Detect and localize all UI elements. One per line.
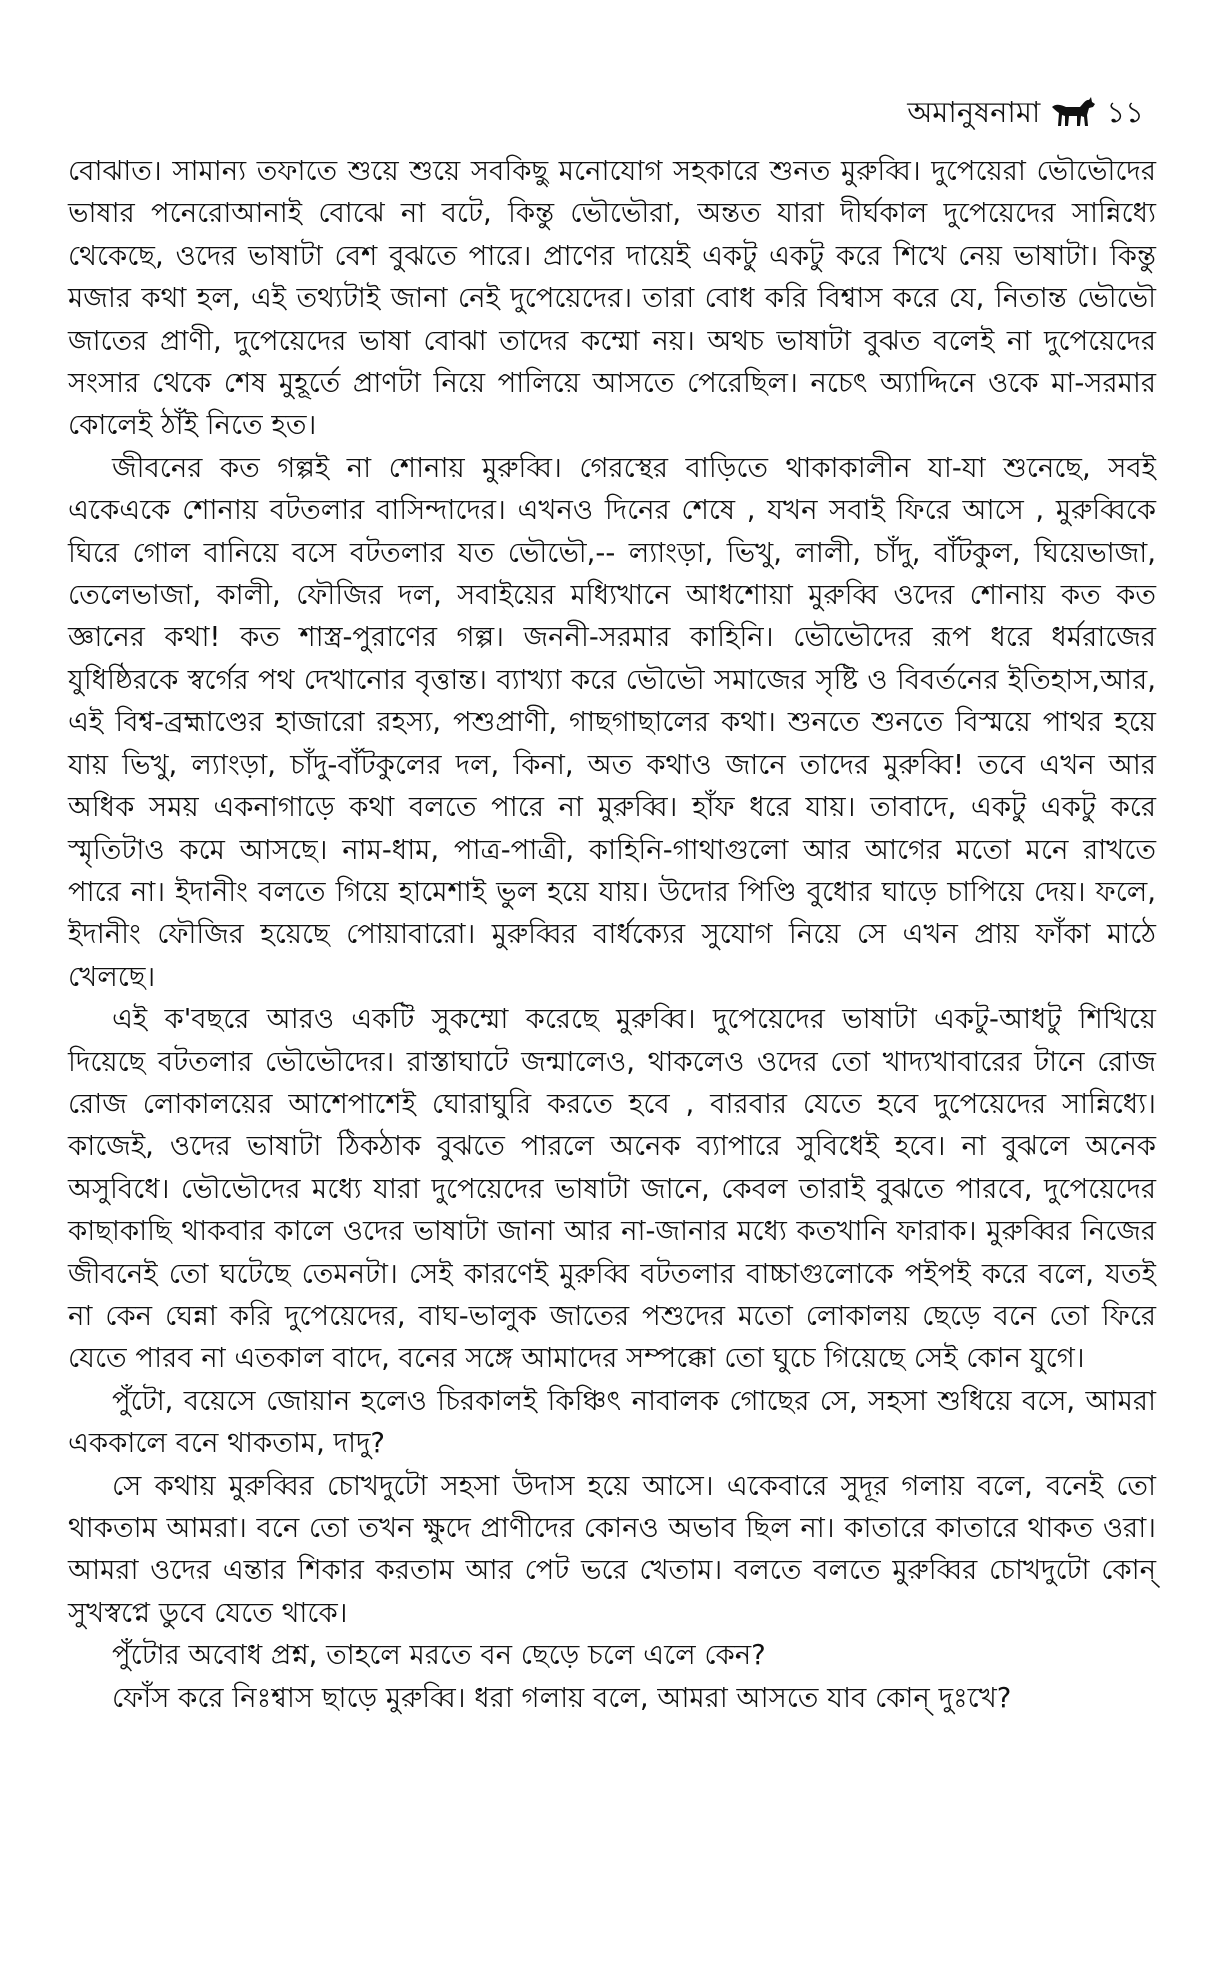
paragraph: পুঁটোর অবোধ প্রশ্ন, তাহলে মরতে বন ছেড়ে চলে এলে কেন? xyxy=(112,1639,766,1672)
body-text xyxy=(68,150,1156,1719)
dog-icon xyxy=(1050,95,1096,129)
paragraph: এই ক'বছরে আরও একটি সুকম্মো করেছে মুরুব্বি। দুপেয়েদের ভাষাটা একটু-আধটু শিখিয়ে দিয়েছে বটতলার ভৌভৌদের। রাস্তাঘাটে জন্মালেও, থাকলেও ওদের তো খাদ্যখাবারের টানে রোজ রোজ লোকালয়ের আশেপাশেই ঘোরাঘুরি করতে হবে , বারবার যেতে হবে দুপেয়েদের সান্নিধ্যে। কাজেই, ওদের ভাষাটা ঠিকঠাক বুঝতে পারলে অনেক ব্যাপারে সুবিধেই হবে। না বুঝলে অনেক অসুবিধে। ভৌভৌদের মধ্যে যারা দুপেয়েদের ভাষাটা জানে, কেবল তারাই বুঝতে পারবে, দুপেয়েদের কাছাকাছি থাকবার কালে ওদের ভাষাটা জানা আর না-জানার মধ্যে কতখানি ফারাক। মুরুব্বির নিজের জীবনেই তো ঘটেছে তেমনটা। সেই কারণেই মুরুব্বি বটতলার বাচ্চাগুলোকে পইপই করে বলে, যতই না কেন ঘেন্না করি দুপেয়েদের, বাঘ-ভালুক জাতের পশুদের মতো লোকালয় ছেড়ে বনে তো ফিরে যেতে পারব না এতকাল বাদে, বনের সঙ্গে আমাদের সম্পক্কো তো ঘুচে গিয়েছে সেই কোন যুগে। xyxy=(68,1003,1156,1375)
paragraph: সে কথায় মুরুব্বির চোখদুটো সহসা উদাস হয়ে আসে। একেবারে সুদূর গলায় বলে, বনেই তো থাকতাম আমরা। বনে তো তখন ক্ষুদে প্রাণীদের কোনও অভাব ছিল না। কাতারে কাতারে থাকত ওরা। আমরা ওদের এন্তার শিকার করতাম আর পেট ভরে খেতাম। বলতে বলতে মুরুব্বির চোখদুটো কোন্ সুখস্বপ্নে ডুবে যেতে থাকে। xyxy=(68,1469,1156,1629)
running-header xyxy=(907,92,1144,132)
book-title: অমানুষনামা xyxy=(907,95,1041,129)
page-number: ১১ xyxy=(1106,95,1144,129)
paragraph: জীবনের কত গল্পই না শোনায় মুরুব্বি। গেরস্থের বাড়িতে থাকাকালীন যা-যা শুনেছে, সবই একেএকে শোনায় বটতলার বাসিন্দাদের। এখনও দিনের শেষে , যখন সবাই ফিরে আসে , মুরুব্বিকে ঘিরে গোল বানিয়ে বসে বটতলার যত ভৌভৌ,-- ল্যাংড়া, ভিখু, লালী, চাঁদু, বাঁটকুল, ঘিয়েভাজা, তেলেভাজা, কালী, ফৌজির দল, সবাইয়ের মধ্যিখানে আধশোয়া মুরুব্বি ওদের শোনায় কত কত জ্ঞানের কথা! কত শাস্ত্র-পুরাণের গল্প। জননী-সরমার কাহিনি। ভৌভৌদের রূপ ধরে ধর্মরাজের যুধিষ্ঠিরকে স্বর্গের পথ দেখানোর বৃত্তান্ত। ব্যাখ্যা করে ভৌভৌ সমাজের সৃষ্টি ও বিবর্তনের ইতিহাস,আর, এই বিশ্ব-ব্রহ্মাণ্ডের হাজারো রহস্য, পশুপ্রাণী, গাছগাছালের কথা। শুনতে শুনতে বিস্ময়ে পাথর হয়ে যায় ভিখু, ল্যাংড়া, চাঁদু-বাঁটকুলের দল, কিনা, অত কথাও জানে তাদের মুরুব্বি! তবে এখন আর অধিক সময় একনাগাড়ে কথা বলতে পারে না মুরুব্বি। হাঁফ ধরে যায়। তাবাদে, একটু একটু করে স্মৃতিটাও কমে আসছে। নাম-ধাম, পাত্র-পাত্রী, কাহিনি-গাথাগুলো আর আগের মতো মনে রাখতে পারে না। ইদানীং বলতে গিয়ে হামেশাই ভুল হয়ে যায়। উদোর পিণ্ডি বুধোর ঘাড়ে চাপিয়ে দেয়। ফলে, ইদানীং ফৌজির হয়েছে পোয়াবারো। মুরুব্বির বার্ধক্যের সুযোগ নিয়ে সে এখন প্রায় ফাঁকা মাঠে খেলছে। xyxy=(68,451,1156,993)
paragraph: ফোঁস করে নিঃশ্বাস ছাড়ে মুরুব্বি। ধরা গলায় বলে, আমরা আসতে যাব কোন্ দুঃখে? xyxy=(112,1681,1012,1714)
paragraph: বোঝাত। সামান্য তফাতে শুয়ে শুয়ে সবকিছু মনোযোগ সহকারে শুনত মুরুব্বি। দুপেয়েরা ভৌভৌদের ভাষার পনেরোআনাই বোঝে না বটে, কিন্তু ভৌভৌরা, অন্তত যারা দীর্ঘকাল দুপেয়েদের সান্নিধ্যে থেকেছে, ওদের ভাষাটা বেশ বুঝতে পারে। প্রাণের দায়েই একটু একটু করে শিখে নেয় ভাষাটা। কিন্তু মজার কথা হল, এই তথ্যটাই জানা নেই দুপেয়েদের। তারা বোধ করি বিশ্বাস করে যে, নিতান্ত ভৌভৌ জাতের প্রাণী, দুপেয়েদের ভাষা বোঝা তাদের কম্মো নয়। অথচ ভাষাটা বুঝত বলেই না দুপেয়েদের সংসার থেকে শেষ মুহূর্তে প্রাণটা নিয়ে পালিয়ে আসতে পেরেছিল। নচেৎ অ্যাদ্দিনে ওকে মা-সরমার কোলেই ঠাঁই নিতে হত। xyxy=(68,155,1156,442)
paragraph: পুঁটো, বয়েসে জোয়ান হলেও চিরকালই কিঞ্চিৎ নাবালক গোছের সে, সহসা শুধিয়ে বসে, আমরা এককালে বনে থাকতাম, দাদু? xyxy=(68,1384,1156,1460)
